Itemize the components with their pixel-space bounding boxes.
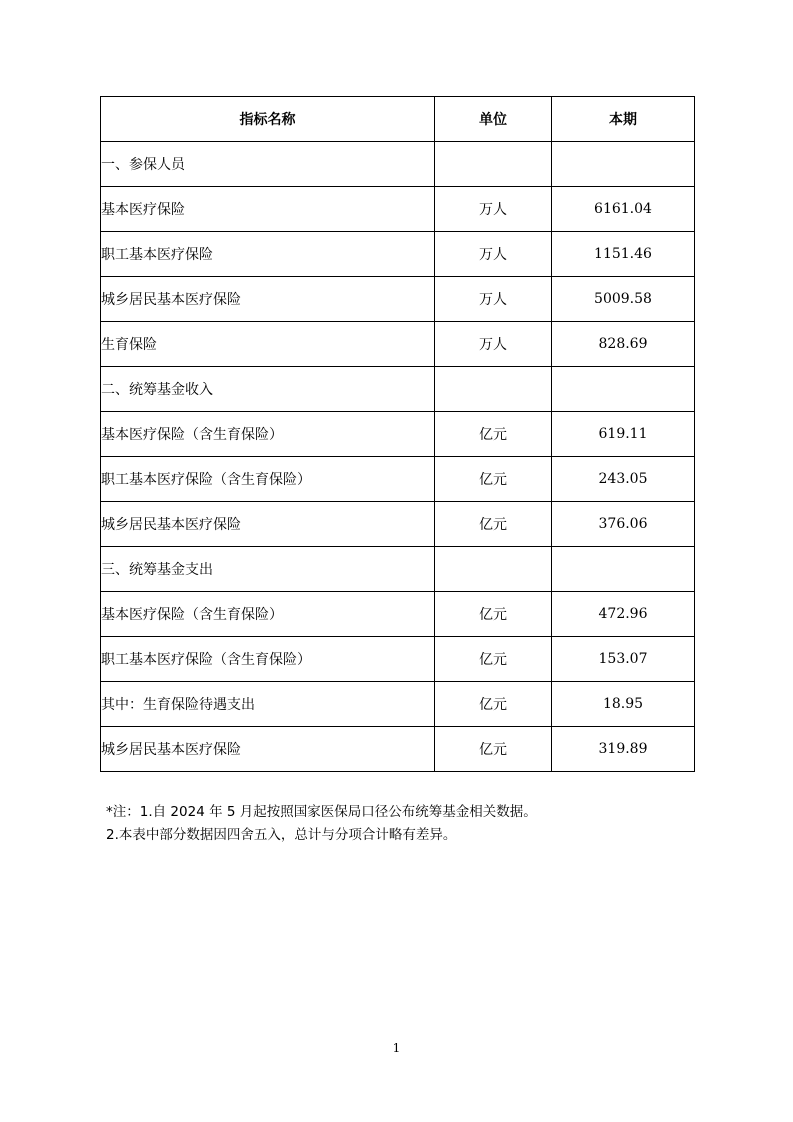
table-row [101, 502, 695, 547]
cell-unit: 亿元 [435, 727, 552, 772]
cell-indicator-name: 职工基本医疗保险（含生育保险） [101, 457, 435, 502]
cell-unit: 万人 [435, 187, 552, 232]
cell-indicator-name: 职工基本医疗保险（含生育保险） [101, 637, 435, 682]
table-header-row [101, 97, 695, 142]
table-row [101, 592, 695, 637]
table-row [101, 457, 695, 502]
cell-unit [435, 367, 552, 412]
table-row [101, 682, 695, 727]
cell-unit: 亿元 [435, 682, 552, 727]
header-unit: 单位 [435, 97, 552, 142]
cell-value: 243.05 [552, 457, 695, 502]
cell-unit [435, 547, 552, 592]
table-row [101, 277, 695, 322]
table-notes [106, 801, 537, 847]
cell-value: 18.95 [552, 682, 695, 727]
cell-value: 619.11 [552, 412, 695, 457]
table-row [101, 187, 695, 232]
table-row [101, 322, 695, 367]
note-line: 2.本表中部分数据因四舍五入，总计与分项合计略有差异。 [106, 827, 457, 843]
cell-indicator-name: 一、参保人员 [101, 142, 435, 187]
cell-indicator-name: 三、统筹基金支出 [101, 547, 435, 592]
table-row [101, 412, 695, 457]
cell-indicator-name: 基本医疗保险 [101, 187, 435, 232]
cell-value [552, 367, 695, 412]
cell-value: 5009.58 [552, 277, 695, 322]
cell-indicator-name: 基本医疗保险（含生育保险） [101, 412, 435, 457]
table-row [101, 232, 695, 277]
page-number: 1 [392, 1041, 401, 1055]
table-section-row [101, 367, 695, 412]
cell-unit: 亿元 [435, 457, 552, 502]
cell-indicator-name: 城乡居民基本医疗保险 [101, 277, 435, 322]
cell-value: 1151.46 [552, 232, 695, 277]
cell-unit: 万人 [435, 277, 552, 322]
cell-unit [435, 142, 552, 187]
table-section-row [101, 547, 695, 592]
cell-unit: 亿元 [435, 592, 552, 637]
table-section-row [101, 142, 695, 187]
table-row [101, 637, 695, 682]
note-line: *注：1.自 2024 年 5 月起按照国家医保局口径公布统筹基金相关数据。 [106, 804, 537, 820]
cell-indicator-name: 二、统筹基金收入 [101, 367, 435, 412]
cell-indicator-name: 职工基本医疗保险 [101, 232, 435, 277]
cell-value [552, 142, 695, 187]
cell-value: 319.89 [552, 727, 695, 772]
cell-indicator-name: 基本医疗保险（含生育保险） [101, 592, 435, 637]
cell-indicator-name: 城乡居民基本医疗保险 [101, 502, 435, 547]
cell-unit: 亿元 [435, 637, 552, 682]
cell-value: 828.69 [552, 322, 695, 367]
cell-unit: 万人 [435, 232, 552, 277]
statistics-table [100, 96, 695, 772]
cell-value: 6161.04 [552, 187, 695, 232]
cell-value: 153.07 [552, 637, 695, 682]
table-row [101, 727, 695, 772]
cell-indicator-name: 其中：生育保险待遇支出 [101, 682, 435, 727]
cell-unit: 亿元 [435, 412, 552, 457]
cell-indicator-name: 生育保险 [101, 322, 435, 367]
cell-indicator-name: 城乡居民基本医疗保险 [101, 727, 435, 772]
cell-unit: 亿元 [435, 502, 552, 547]
header-current-period: 本期 [552, 97, 695, 142]
cell-value [552, 547, 695, 592]
cell-unit: 万人 [435, 322, 552, 367]
cell-value: 376.06 [552, 502, 695, 547]
table-body [101, 142, 695, 772]
header-indicator-name: 指标名称 [101, 97, 435, 142]
cell-value: 472.96 [552, 592, 695, 637]
